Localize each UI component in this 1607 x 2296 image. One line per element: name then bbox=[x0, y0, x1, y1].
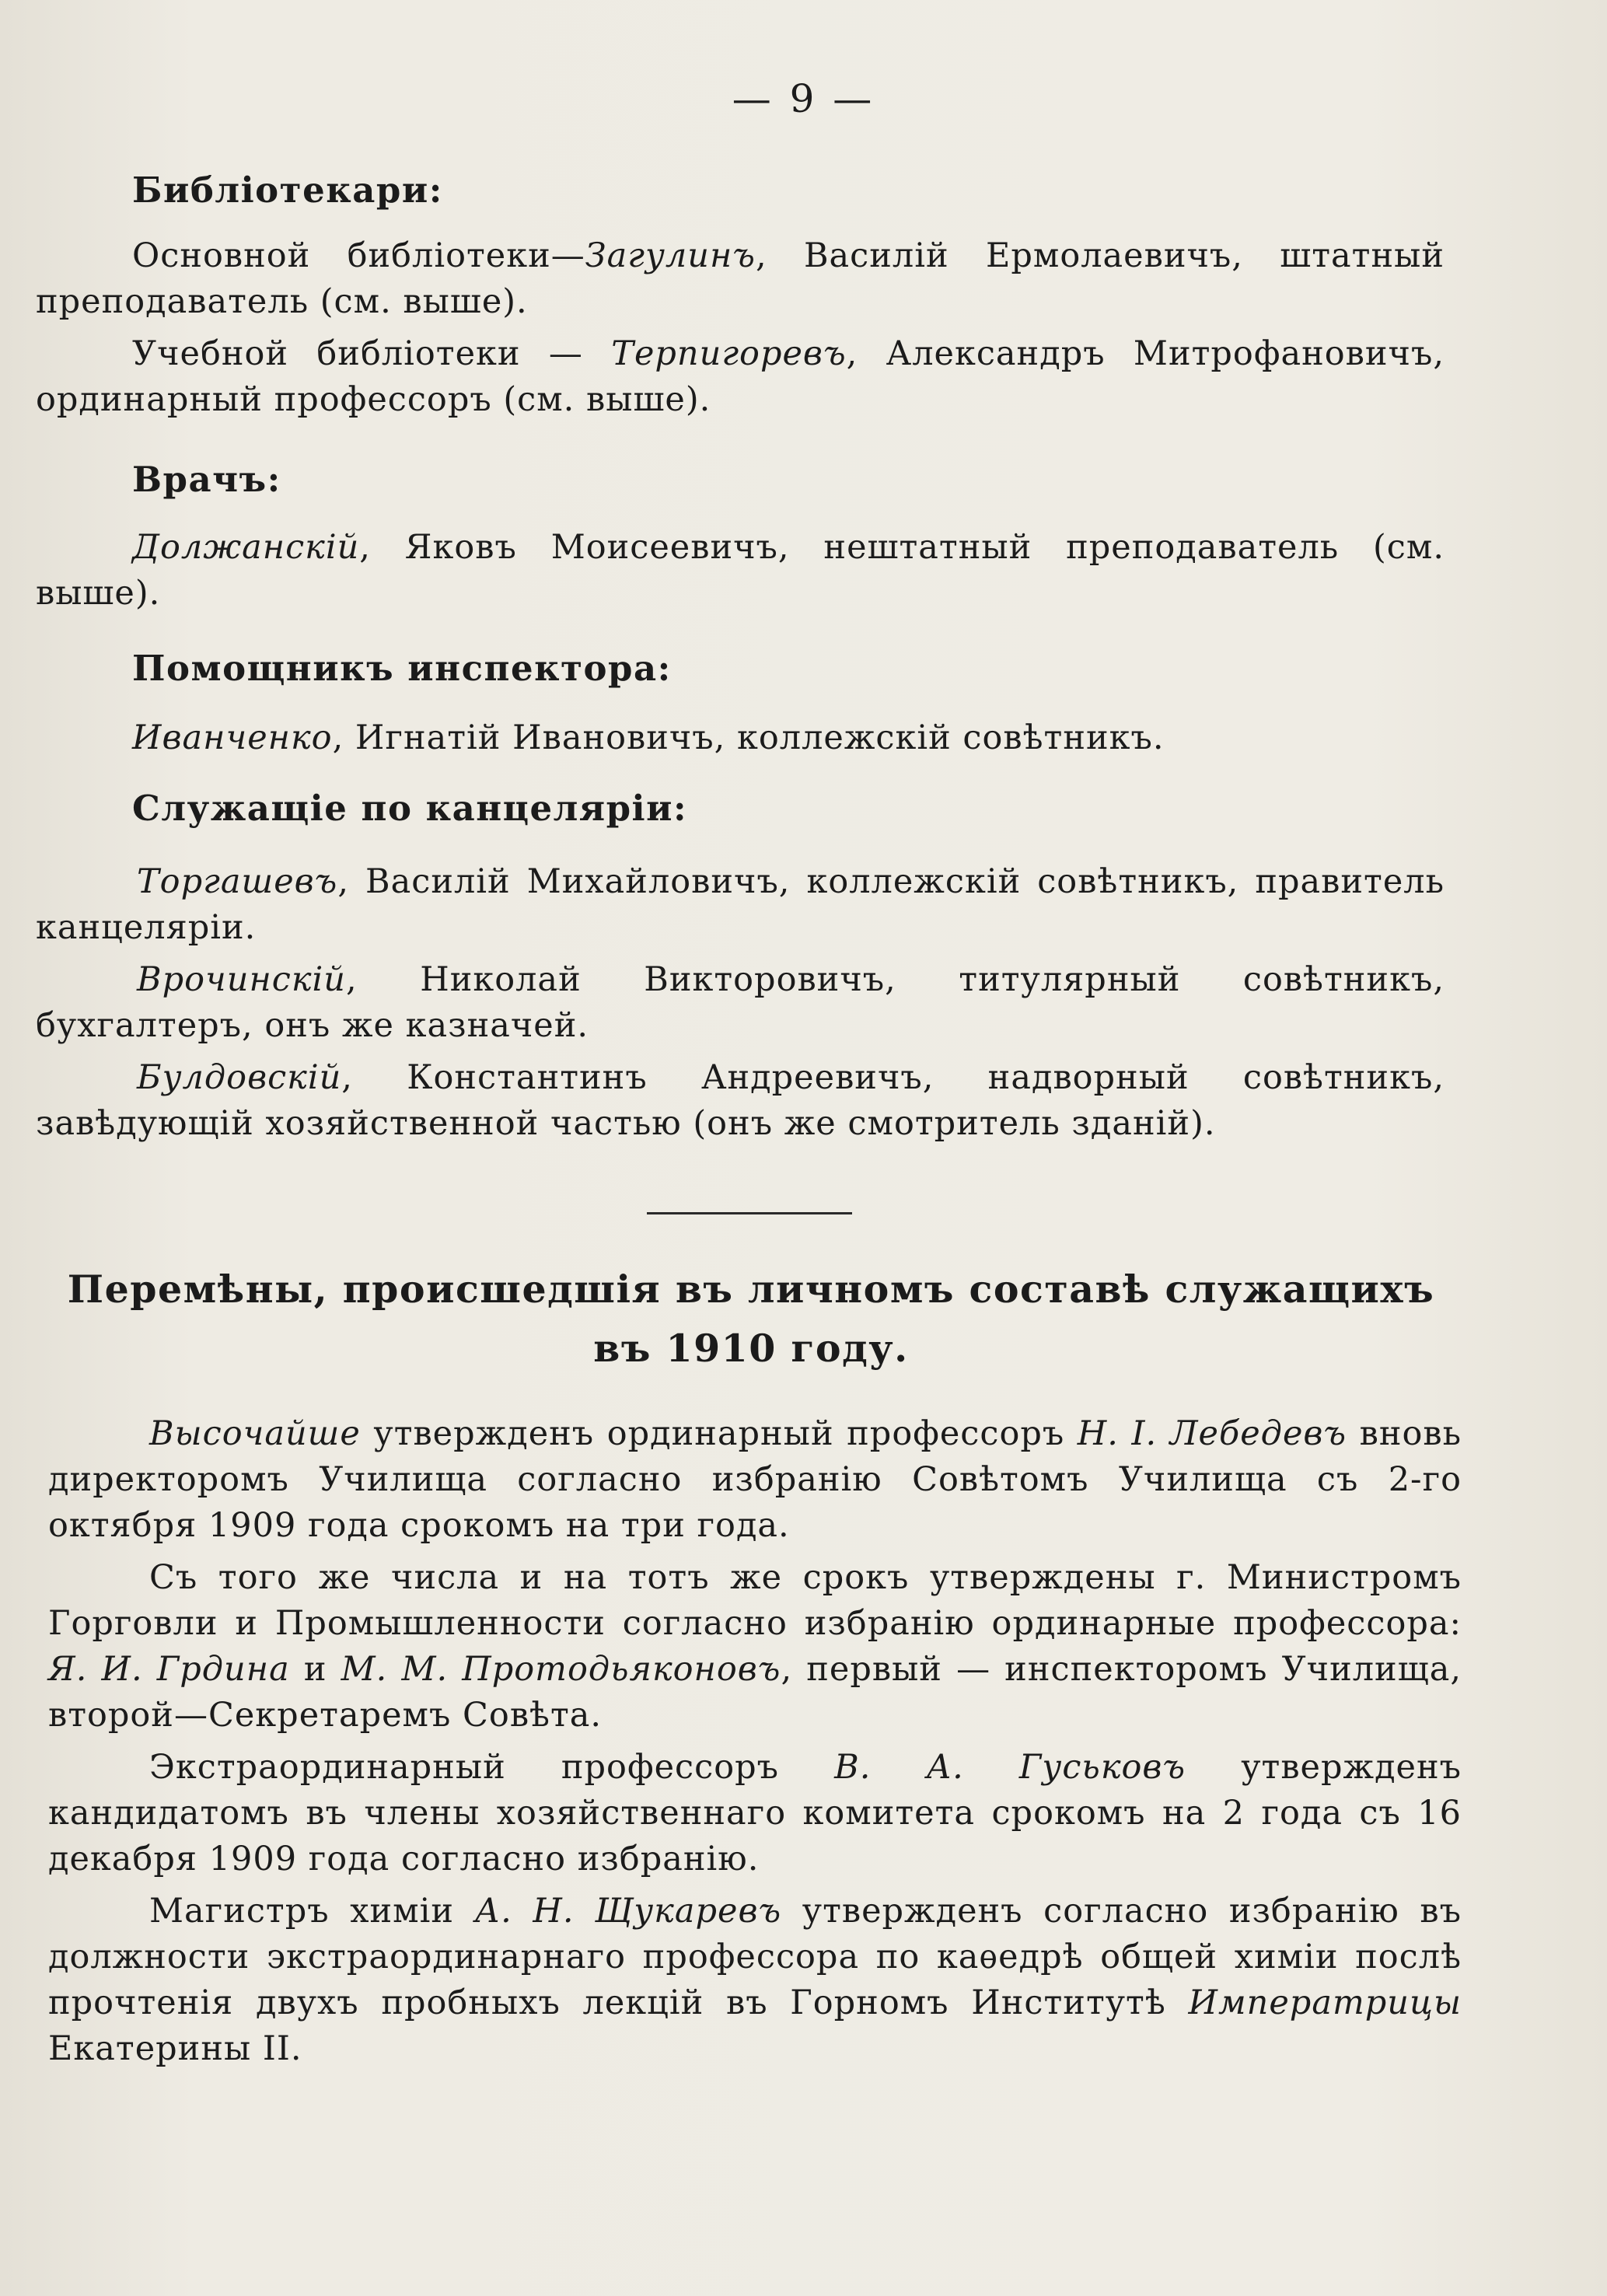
entry-text: , Игнатій Ивановичъ, коллежскій совѣтникъ. bbox=[332, 718, 1165, 757]
body-text: утвержденъ согласно избранію въ должности экстраординарнаго профессора по каѳедрѣ общей химіи послѣ прочтенія двухъ пробныхъ лекцій въ Горномъ Институтѣ bbox=[48, 1892, 1462, 2022]
changes-title-line-1: Перемѣны, происшедшія въ личномъ составѣ служащихъ bbox=[67, 1267, 1435, 1312]
person-name: М. М. Протодьяконовъ bbox=[341, 1650, 781, 1689]
changes-body bbox=[48, 1411, 1462, 2072]
body-text: утвержденъ кандидатомъ въ члены хозяйственнаго комитета срокомъ на 2 года съ 16 декабря 1909 года согласно избранію. bbox=[48, 1748, 1462, 1878]
entry-main-library bbox=[36, 233, 1445, 325]
changes-paragraph-1 bbox=[48, 1411, 1462, 1549]
librarians-entries bbox=[36, 233, 1445, 423]
entry-doctor bbox=[36, 525, 1445, 617]
entry-office-1 bbox=[36, 859, 1445, 951]
heading-office-staff: Служащіе по канцеляріи: bbox=[132, 788, 688, 829]
body-text: вновь директоромъ Училища согласно избранію Совѣтомъ Училища съ 2-го октября 1909 года срокомъ на три года. bbox=[48, 1414, 1462, 1545]
heading-doctor: Врачъ: bbox=[132, 459, 281, 500]
changes-title bbox=[36, 1260, 1466, 1378]
entry-study-library bbox=[36, 331, 1445, 423]
body-text: Съ того же числа и на тотъ же срокъ утверждены г. Министромъ Горговли и Промышленности согласно избранію ординарные профессора: bbox=[48, 1558, 1462, 1643]
person-name: Н. І. Лебедевъ bbox=[1077, 1414, 1347, 1453]
body-text: Екатерины II. bbox=[48, 2029, 302, 2068]
body-text: и bbox=[289, 1650, 341, 1689]
person-name: Должанскій bbox=[132, 528, 360, 567]
entry-assistant bbox=[36, 715, 1445, 761]
person-name: В. А. Гуськовъ bbox=[834, 1748, 1186, 1787]
body-text: Экстраординарный профессоръ bbox=[149, 1748, 835, 1787]
italic-text: Императрицы bbox=[1188, 1983, 1462, 2022]
entry-office-2 bbox=[36, 957, 1445, 1049]
person-name: Я. И. Грдина bbox=[48, 1650, 290, 1689]
person-name: Врочинскій bbox=[137, 960, 346, 999]
entry-text: , Константинъ Андреевичъ, надворный совѣтникъ, завѣдующій хозяйственной частью (онъ же смотритель зданій). bbox=[36, 1058, 1445, 1143]
doctor-entries bbox=[36, 525, 1445, 617]
person-name: Терпигоревъ bbox=[611, 334, 847, 373]
assistant-entries bbox=[36, 715, 1445, 761]
entry-text: , Василій Ермолаевичъ, штатный преподаватель (см. выше). bbox=[36, 236, 1445, 321]
section-divider bbox=[647, 1212, 852, 1214]
body-text: Магистръ химіи bbox=[149, 1892, 475, 1931]
changes-title-line-2: въ 1910 году. bbox=[593, 1326, 909, 1371]
person-name: Загулинъ bbox=[585, 236, 756, 275]
changes-paragraph-4 bbox=[48, 1889, 1462, 2072]
entry-text: , Александръ Митрофановичъ, ординарный профессоръ (см. выше). bbox=[36, 334, 1445, 419]
entry-lead: Основной библіотеки— bbox=[132, 236, 585, 275]
heading-assistant-inspector: Помощникъ инспектора: bbox=[132, 648, 672, 689]
entry-text: , Яковъ Моисеевичъ, нештатный преподаватель (см. выше). bbox=[36, 528, 1445, 613]
page-number: — 9 — bbox=[732, 76, 875, 121]
body-text: , первый — инспекторомъ Училища, второй—Секретаремъ Совѣта. bbox=[48, 1650, 1462, 1735]
entry-office-3 bbox=[36, 1055, 1445, 1147]
person-name: Булдовскій bbox=[137, 1058, 342, 1097]
person-name: Торгашевъ bbox=[137, 862, 338, 901]
changes-paragraph-3 bbox=[48, 1745, 1462, 1882]
heading-librarians: Библіотекари: bbox=[132, 169, 443, 211]
entry-lead: Учебной библіотеки — bbox=[132, 334, 612, 373]
entry-text: , Николай Викторовичъ, титулярный совѣтникъ, бухгалтеръ, онъ же казначей. bbox=[36, 960, 1445, 1045]
entry-text: , Василій Михайловичъ, коллежскій совѣтникъ, правитель канцеляріи. bbox=[36, 862, 1445, 947]
person-name: Иванченко bbox=[132, 718, 333, 757]
office-entries bbox=[36, 859, 1445, 1147]
person-name: А. Н. Щукаревъ bbox=[474, 1892, 782, 1931]
changes-paragraph-2 bbox=[48, 1555, 1462, 1739]
body-text: утвержденъ ординарный профессоръ bbox=[360, 1414, 1078, 1453]
italic-text: Высочайше bbox=[149, 1414, 361, 1453]
